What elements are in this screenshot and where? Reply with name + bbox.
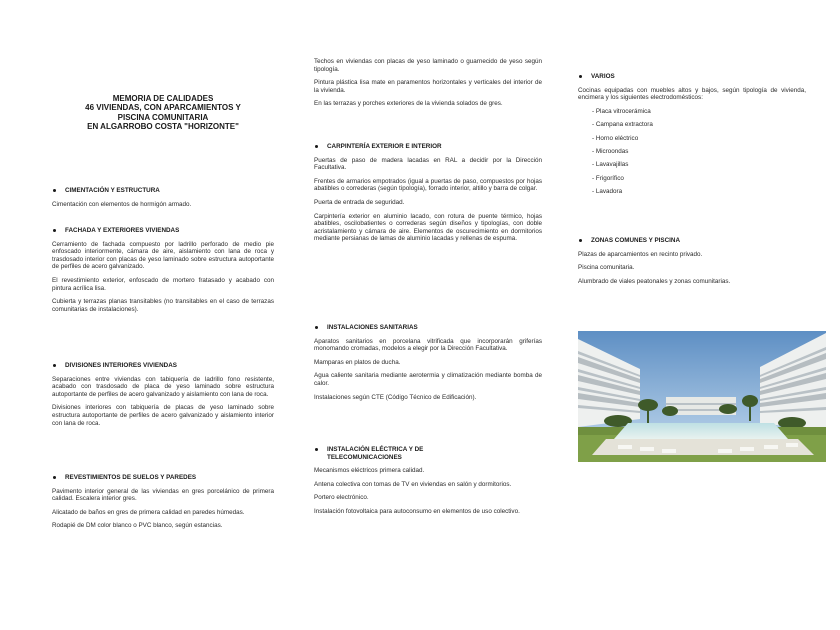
section-zonas-comunes [578, 237, 806, 291]
title-line-4: EN ALGARROBO COSTA "HORIZONTE" [87, 122, 239, 132]
heading-text: CIMENTACIÓN Y ESTRUCTURA [65, 187, 160, 194]
section-heading [314, 324, 542, 332]
bullet-icon [53, 189, 56, 192]
title-line-1: MEMORIA DE CALIDADES [112, 94, 214, 103]
paragraph: Piscina comunitaria. [578, 264, 635, 272]
paragraph: Cimentación con elementos de hormigón armado. [52, 200, 192, 208]
paragraph: Frentes de armarios empotrados (igual a puertas de paso, compuestos por hojas abatibles o correderas (según tipología), forrado interior, altillo y barra de colgar. [314, 177, 542, 193]
bullet-icon [315, 145, 318, 148]
paragraph: Puertas de paso de madera lacadas en RAL a decidir por la Dirección Facultativa. [314, 156, 542, 172]
section-heading [578, 73, 806, 81]
paragraph: Instalaciones según CTE (Código Técnico de Edificación). [314, 393, 477, 401]
section-sanitarias [314, 324, 542, 407]
paragraph: Agua caliente sanitaria mediante aerotermia y climatización mediante bomba de calor. [314, 372, 542, 387]
section-heading [314, 446, 542, 461]
paragraph: Alumbrado de viales peatonales y zonas comunitarias. [578, 277, 731, 285]
paragraph: Divisiones interiores con tabiquería de placas de yeso laminado sobre estructura autoportante de perfiles de acero galvanizado y aislamiento interior con lana de roca. [52, 404, 274, 427]
section-heading [314, 143, 542, 151]
paragraph: Techos en viviendas con placas de yeso laminado o guarnecido de yeso según tipología. [314, 58, 542, 73]
section-divisiones [52, 362, 274, 433]
heading-text [327, 446, 423, 461]
paragraph: Cubierta y terrazas planas transitables (no transitables en el caso de terrazas comunitarias de instalaciones). [52, 298, 274, 313]
list-item: - Lavadora [592, 188, 806, 196]
paragraph: Pavimento interior general de las viviendas en gres porcelánico de primera calidad. Escalera interior gres. [52, 487, 274, 503]
paragraph: Mecanismos eléctricos primera calidad. [314, 467, 425, 475]
section-electrica [314, 446, 542, 522]
paragraph: Portero electrónico. [314, 494, 369, 502]
list-item: - Horno eléctrico [592, 135, 806, 143]
paragraph: Puerta de entrada de seguridad. [314, 198, 405, 206]
paragraph: Cerramiento de fachada compuesto por ladrillo perforado de medio pie enfoscado interiormente, cámara de aire, aislamiento con lana de roca y trasdosado interior con placas de yeso laminado sobre estructura autoportante de perfiles de acero galvanizado. [52, 240, 274, 271]
list-item: - Microondas [592, 148, 806, 156]
appliance-list [578, 108, 806, 196]
pool-rendering-illustration [578, 331, 826, 462]
section-heading [52, 227, 274, 235]
paragraph: Pintura plástica lisa mate en paramentos horizontales y verticales del interior de la vivienda. [314, 79, 542, 94]
heading-line-1: INSTALACIÓN ELÉCTRICA Y DE [327, 446, 424, 453]
section-techos [314, 58, 542, 114]
paragraph: Cocinas equipadas con muebles altos y bajos, según tipología de vivienda, encimera y los siguientes electrodomésticos: [578, 86, 806, 102]
list-item: - Lavavajillas [592, 161, 806, 169]
paragraph: Plazas de aparcamientos en recinto privado. [578, 250, 703, 258]
bullet-icon [315, 448, 318, 451]
bullet-icon [315, 326, 318, 329]
heading-text: VARIOS [591, 73, 615, 80]
section-revestimientos [52, 474, 274, 536]
paragraph: Rodapié de DM color blanco o PVC blanco, según estancias. [52, 522, 223, 530]
paragraph: Aparatos sanitarios en porcelana vitrificada que incorporarán griferías monomando cromadas, modelos a elegir por la Dirección Facultativa. [314, 337, 542, 353]
paragraph: Mamparas en platos de ducha. [314, 358, 401, 366]
bullet-icon [579, 75, 582, 78]
section-varios [578, 73, 806, 202]
list-item: - Campana extractora [592, 121, 806, 129]
paragraph: Separaciones entre viviendas con tabiquería de ladrillo fono resistente, acabado con trasdosado de placa de yeso laminado sobre estructura autoportante de perfiles de acero galvanizado y aislamiento con lana de roca. [52, 375, 274, 398]
heading-line-2: TELECOMUNICACIONES [327, 453, 402, 461]
section-carpinteria [314, 143, 542, 249]
section-fachada [52, 227, 274, 319]
heading-text: INSTALACIONES SANITARIAS [327, 324, 418, 331]
building-rendering-image [578, 331, 826, 462]
bullet-icon [579, 239, 582, 242]
paragraph: Alicatado de baños en gres de primera calidad en paredes húmedas. [52, 508, 245, 516]
title-line-2: 46 VIVIENDAS, CON APARCAMIENTOS Y [85, 103, 241, 113]
list-item: - Frigorífico [592, 175, 806, 183]
bullet-icon [53, 229, 56, 232]
document-title [52, 94, 274, 132]
heading-text: CARPINTERÍA EXTERIOR E INTERIOR [327, 143, 442, 150]
paragraph: El revestimiento exterior, enfoscado de mortero fratasado y acabado con pintura acrílica lisa. [52, 276, 274, 292]
list-item: - Placa vitrocerámica [592, 108, 806, 116]
section-heading [52, 187, 274, 195]
paragraph: Carpintería exterior en aluminio lacado, con rotura de puente térmico, hojas abatibles, oscilobatientes o correderas según diseños y tipologías, con doble acristalamiento y cámara de aire. Elementos de oscurecimiento en dormitorios mediante persianas de lamas de aluminio lacadas y rellenas de espuma. [314, 212, 542, 243]
section-cimentacion [52, 187, 274, 214]
title-line-3: PISCINA COMUNITARIA [117, 112, 209, 122]
bullet-icon [53, 476, 56, 479]
section-heading [578, 237, 806, 245]
heading-text: REVESTIMIENTOS DE SUELOS Y PAREDES [65, 474, 197, 481]
section-heading [52, 362, 274, 370]
paragraph: Instalación fotovoltaica para autoconsumo en elementos de uso colectivo. [314, 507, 520, 515]
heading-text: FACHADA Y EXTERIORES VIVIENDAS [65, 227, 180, 234]
paragraph: En las terrazas y porches exteriores de la vivienda solados de gres. [314, 100, 503, 108]
heading-text: ZONAS COMUNES Y PISCINA [591, 237, 680, 244]
heading-text: DIVISIONES INTERIORES VIVIENDAS [65, 362, 177, 369]
section-heading [52, 474, 274, 482]
pool [614, 423, 788, 439]
paragraph: Antena colectiva con tomas de TV en viviendas en salón y dormitorios. [314, 480, 512, 488]
bullet-icon [53, 364, 56, 367]
